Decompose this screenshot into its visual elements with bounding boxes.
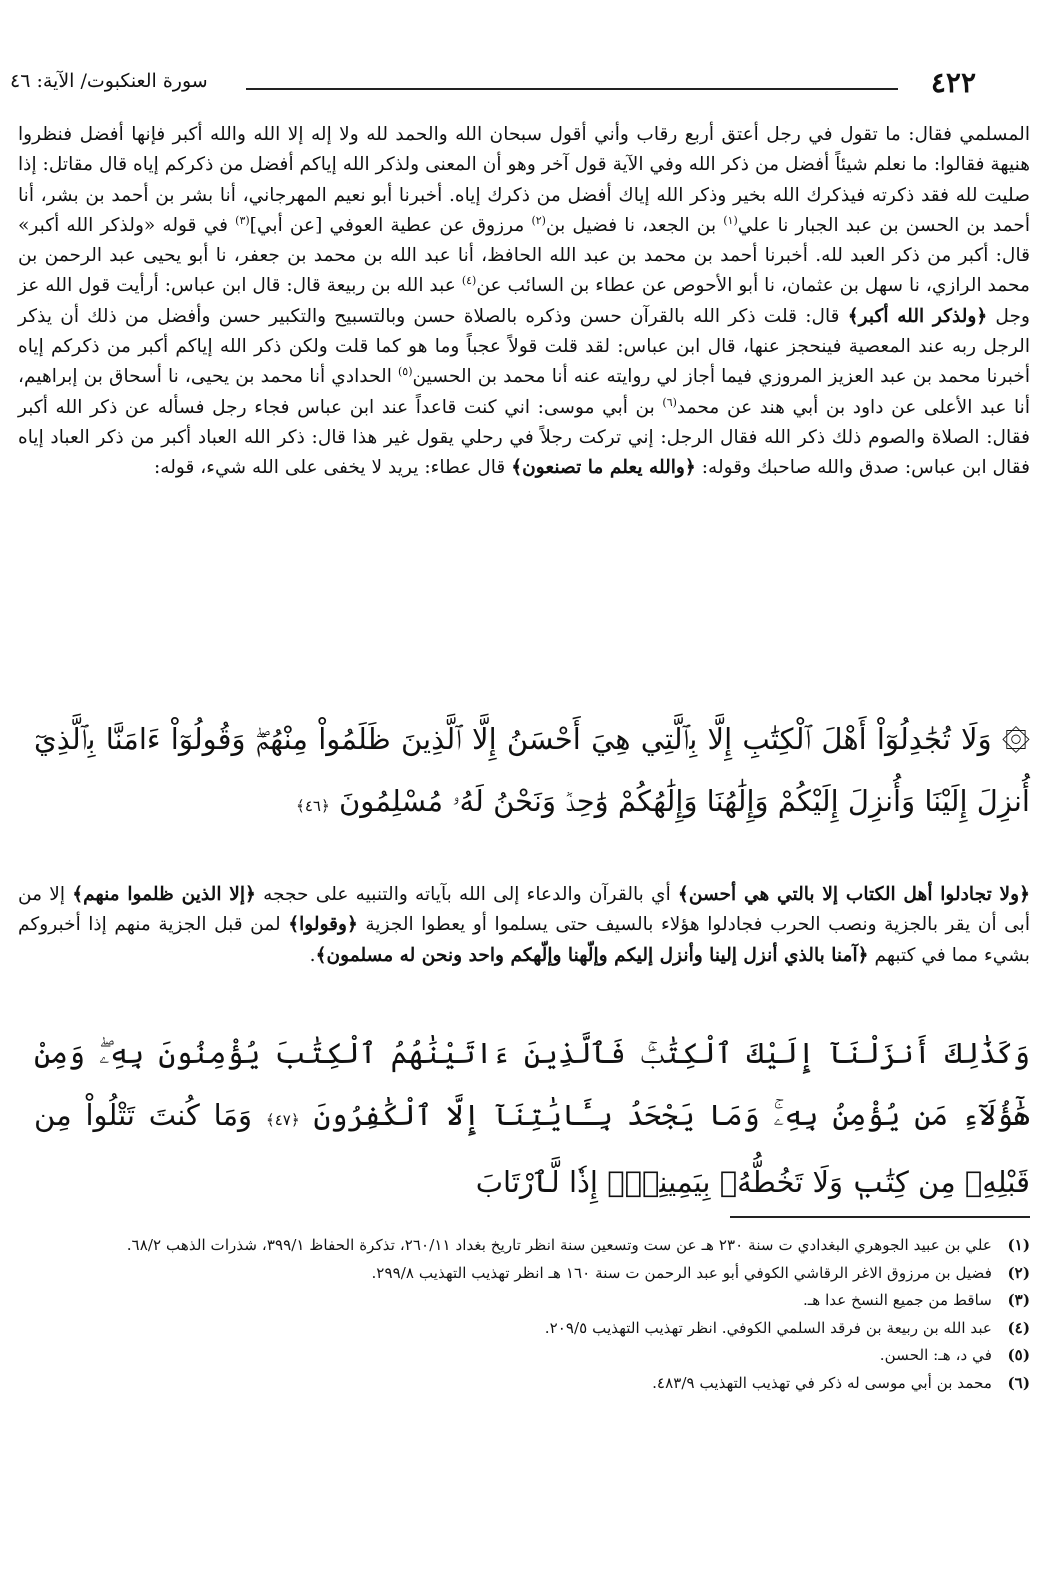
footnote-text: عبد الله بن ربيعة بن فرقد السلمي الكوفي. انظر تهذيب التهذيب ٢٠٩/٥. bbox=[544, 1318, 992, 1337]
text-run: . bbox=[309, 944, 316, 966]
footnote-text: في د، هـ: الحسن. bbox=[879, 1346, 992, 1364]
text-run: مرزوق عن عطية العوفي [عن أبي] bbox=[249, 214, 532, 236]
footnote-number: (٤) bbox=[1007, 1318, 1030, 1337]
quran-quote: ﴿ولذكر الله أكبر﴾ bbox=[847, 305, 988, 327]
footnotes bbox=[30, 1232, 1030, 1397]
footnote bbox=[30, 1260, 1030, 1288]
commentary-paragraph bbox=[18, 880, 1030, 971]
text-run: بن أبي موسى: اني كنت قاعداً عند ابن عباس فجاء رجل فسأله عن ذكر الله أكبر فقال: الصلاة والصوم ذلك ذكر الله فقال الرجل: إني تركت رجلاً في رحلي يقول غير هذا قال: ذكر الله العباد أكبر من ذكر العباد إياه فقال ابن عباس: صدق والله صاحبك وقوله: bbox=[18, 396, 1030, 479]
footnote-ref: (٣) bbox=[235, 213, 250, 227]
footnote-ref: (٢) bbox=[531, 213, 546, 227]
text-run: إلا من أبى أن يقر بالجزية ونصب الحرب فجادلوا هؤلاء بالسيف حتى يسلموا أو يعطوا الجزية bbox=[18, 884, 1030, 936]
quran-quote: ﴿ولا تجادلوا أهل الكتاب إلا بالتي هي أحسن﴾ bbox=[677, 884, 1030, 905]
footnote-text: ساقط من جميع النسخ عدا هـ. bbox=[802, 1291, 992, 1309]
quran-quote: ﴿وقولوا﴾ bbox=[288, 914, 358, 936]
running-title: سورة العنكبوت/ الآية: ٤٦ bbox=[10, 70, 208, 92]
footnote-number: (١) bbox=[1007, 1236, 1030, 1254]
verse-text: وَمَا كُنتَ تَتْلُواْ مِن قَبْلِهِۦ مِن كِتَٰبٖ وَلَا تَخُطُّهُۥ بِيَمِينِكَۖ إِذٗا لَّٱرْتَابَ bbox=[34, 1098, 1030, 1199]
quran-verses-47-48 bbox=[34, 1022, 1030, 1213]
quran-quote: ﴿والله يعلم ما تصنعون﴾ bbox=[511, 457, 696, 479]
footnote bbox=[30, 1287, 1030, 1315]
text-run: أي بالقرآن والدعاء إلى الله بآياته والتنبيه على حججه bbox=[255, 884, 678, 905]
footnote-ref: (٦) bbox=[662, 395, 677, 409]
footnote-text: محمد بن أبي موسى له ذكر في تهذيب التهذيب ٤٨٣/٩. bbox=[652, 1373, 992, 1392]
footnote-ref: (٤) bbox=[461, 274, 477, 288]
text-run: عبد الله بن ربيعة قال: قال ابن عباس: أرأيت قول الله عز وجل bbox=[18, 275, 1030, 327]
footnote bbox=[30, 1342, 1030, 1370]
text-run: بن الجعد، نا فضيل بن bbox=[545, 214, 724, 236]
footnote-ref: (١) bbox=[723, 213, 738, 227]
text-run: لمن قبل الجزية منهم إذا أخبروكم بشيء مما في كتبهم bbox=[18, 914, 1030, 966]
quran-quote: ﴿إلا الذين ظلموا منهم﴾ bbox=[72, 884, 256, 905]
main-paragraph bbox=[18, 120, 1030, 484]
footnote bbox=[30, 1315, 1030, 1343]
quran-quote: ﴿آمنا بالذي أنزل إلينا وأنزل إليكم وإلّهنا وإلّهكم واحد ونحن له مسلمون﴾ bbox=[315, 944, 869, 966]
footnote-divider bbox=[730, 1216, 1030, 1218]
text-run: في قوله «ولذكر الله أكبر» قال: أكبر من ذكر العبد لله. أخبرنا أحمد بن محمد بن عبد الله الحافظ، أنا عبد الله بن محمد بن جعفر، نا أبو يحيى عبد الرحمن بن محمد الرازي، نا سهل بن عثمان، نا أبو الأحوص عن عطاء بن السائب عن bbox=[18, 214, 1030, 297]
ayah-number-marker: ﴿٤٦﴾ bbox=[296, 797, 330, 815]
verse-text: وَكَذَٰلِكَ أَنزَلْنَآ إِلَيْكَ ٱلْكِتَٰبَۚ فَٱلَّذِينَ ءَاتَيْنَٰهُمُ ٱلْكِتَٰبَ يُؤْمِنُونَ بِهِۦۖ وَمِنْ هَٰٓؤُلَآءِ مَن يُؤْمِنُ بِهِۦۚ وَمَا يَجْحَدُ بِـَٔايَٰتِنَآ إِلَّا ٱلْكَٰفِرُونَ bbox=[34, 1036, 1031, 1132]
text-run: المسلمي فقال: ما تقول في رجل أعتق أربع رقاب وأني أقول سبحان الله والحمد لله ولا إله إلا الله والله أكبر فإنها أفضل فنظروا هنيهة فقالوا: ما نعلم شيئاً أفضل من ذكر الله وفي الآية قول آخر وهو أن المعنى ولذكر الله إياكم أفضل من ذكركم إياه قال مقاتل: إذا صليت لله فقد ذكرته فيذكرك الله بخير وذكر الله إياك أفضل من ذكرك إياه. أخبرنا أبو نعيم المهرجاني، أنا بشر بن أحمد بن بشر، أنا أحمد بن الحسن بن عبد الجبار نا علي bbox=[18, 124, 1030, 236]
footnote-number: (٥) bbox=[1007, 1346, 1030, 1364]
main-text bbox=[18, 120, 1030, 484]
text-run: قال عطاء: يريد لا يخفى على الله شيء، قوله: bbox=[153, 457, 512, 479]
page-header bbox=[10, 66, 976, 106]
footnote-ref: (٥) bbox=[397, 365, 413, 379]
commentary bbox=[18, 880, 1030, 971]
quran-verse-46 bbox=[34, 708, 1030, 837]
text-run: قال: قلت ذكر الله بالقرآن حسن وذكره بالصلاة حسن وبالتسبيح والتكبير حسن وأفضل من ذلك أن يذكر الرجل ربه عند المعصية فينحجز عنها، قال ابن عباس: لقد قلت قولاً عجباً وما هو كما قلت ولكن ذكر الله إياكم أكبر من ذكركم إياه أخبرنا محمد بن عبد العزيز المروزي فيما أجاز لي روايته عنه أنا محمد بن الحسين bbox=[18, 305, 1030, 388]
footnote-number: (٦) bbox=[1007, 1373, 1030, 1392]
footnote-number: (٢) bbox=[1007, 1263, 1030, 1282]
verse-text: ۞ وَلَا تُجَٰدِلُوٓاْ أَهْلَ ٱلْكِتَٰبِ إِلَّا بِٱلَّتِي هِيَ أَحْسَنُ إِلَّا ٱلَّذِينَ ظَلَمُواْ مِنْهُمْۖ وَقُولُوٓاْ ءَامَنَّا بِٱلَّذِيٓ أُنزِلَ إِلَيْنَا وَأُنزِلَ إِلَيْكُمْ وَإِلَٰهُنَا وَإِلَٰهُكُمْ وَٰحِدٞ وَنَحْنُ لَهُۥ مُسْلِمُونَ bbox=[34, 722, 1030, 818]
footnote bbox=[30, 1232, 1030, 1260]
header-rule bbox=[246, 88, 898, 90]
footnote-text: فضيل بن مرزوق الاغر الرقاشي الكوفي أبو عبد الرحمن ت سنة ١٦٠ هـ انظر تهذيب التهذيب ٢٩٩/٨. bbox=[371, 1263, 992, 1282]
footnote-number: (٣) bbox=[1007, 1291, 1030, 1309]
ayah-number-marker: ﴿٤٧﴾ bbox=[265, 1111, 300, 1129]
text-run: الحدادي أنا محمد بن يحيى، نا أسحاق بن إبراهيم، أنا عبد الأعلى عن داود بن أبي هند عن محمد bbox=[18, 366, 1030, 418]
page-number: ٤٢٢ bbox=[930, 66, 976, 99]
footnote-text: علي بن عبيد الجوهري البغدادي ت سنة ٢٣٠ هـ عن ست وتسعين سنة انظر تاريخ بغداد ٢٦٠/١١، تذكرة الحفاظ ٣٩٩/١، شذرات الذهب ٦٨/٢. bbox=[126, 1236, 992, 1254]
footnote bbox=[30, 1370, 1030, 1398]
